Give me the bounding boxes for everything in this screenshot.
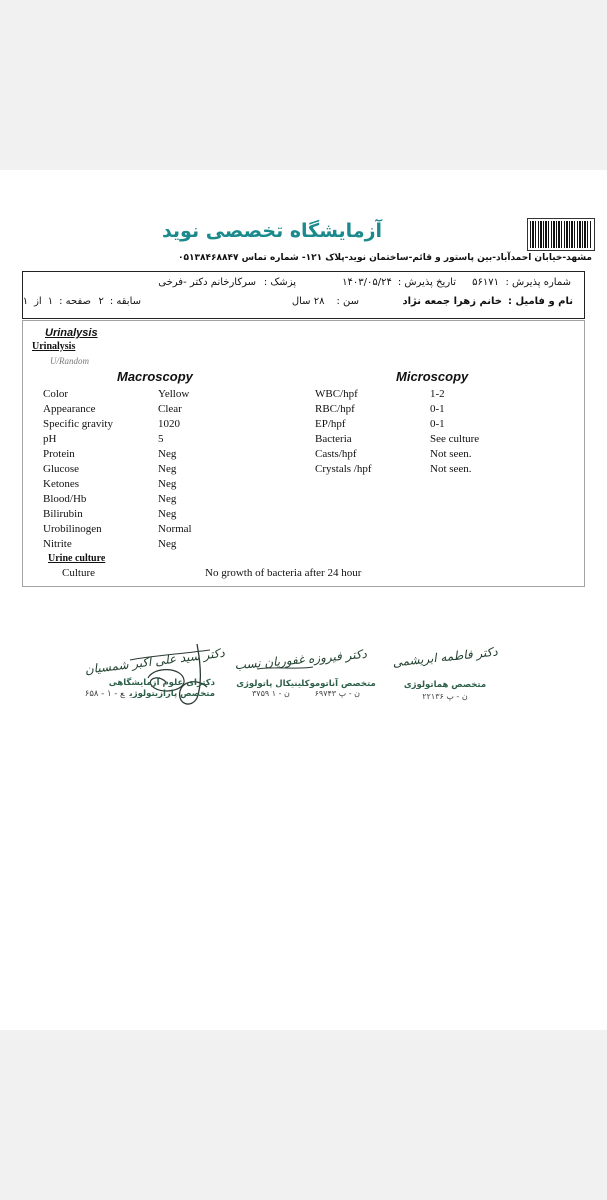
- test-name: Urinalysis: [32, 341, 76, 352]
- patient-info-box: [22, 271, 585, 319]
- micro-row-value: 1-2: [430, 388, 445, 400]
- signature-1-specialty-line: [60, 688, 215, 700]
- age-label: سن :: [336, 296, 359, 307]
- signature-1: دکتر سید علی اکبر شمسیان: [83, 645, 226, 677]
- macro-row-value: Neg: [158, 508, 177, 520]
- signature-2-licenses: [252, 688, 360, 700]
- admission-date-label: تاریخ پذیرش :: [397, 277, 456, 288]
- macro-row-label: Glucose: [43, 463, 80, 475]
- macroscopy-title: Macroscopy: [117, 369, 193, 384]
- macro-row-value: Normal: [158, 523, 192, 535]
- patient-name-value: خانم زهرا جمعه نژاد: [402, 296, 502, 307]
- specimen-type: U/Random: [50, 356, 89, 366]
- history-field: [98, 294, 141, 310]
- macro-row-value: Neg: [158, 448, 177, 460]
- signature-1-license: ع - ۱ - ۶۵۸: [84, 689, 125, 699]
- barcode-bars: [530, 221, 592, 248]
- lab-name: آزمایشگاه تخصصی نوید: [161, 220, 383, 242]
- micro-row-value: 0-1: [430, 418, 445, 430]
- micro-row-value: 0-1: [430, 403, 445, 415]
- doctor-label: پزشک :: [263, 277, 296, 288]
- macro-row-label: pH: [43, 433, 57, 445]
- macro-row-label: Color: [43, 388, 69, 400]
- macro-row-label: Ketones: [43, 478, 80, 490]
- macro-row-value: 1020: [158, 418, 180, 430]
- macro-row-label: Specific gravity: [43, 418, 113, 430]
- history-label: سابقه :: [109, 296, 141, 307]
- admission-date-value: ۱۴۰۳/۰۵/۲۴: [342, 277, 392, 288]
- signature-2: دکتر فیروزه غفوریان نسب: [234, 646, 368, 673]
- signature-2-license-2: ن - ۱ ۳۷۵۹: [252, 689, 290, 698]
- page-label: صفحه :: [59, 296, 91, 307]
- signature-3: دکتر فاطمه ابریشمی: [391, 644, 499, 670]
- age-field: [292, 294, 359, 310]
- macro-row-value: Neg: [158, 478, 177, 490]
- doctor-name: سرکارخانم دکتر -فرخی: [158, 277, 256, 288]
- micro-row-label: RBC/hpf: [315, 403, 355, 415]
- culture-result: No growth of bacteria after 24 hour: [205, 567, 362, 579]
- macro-row-label: Nitrite: [43, 538, 72, 550]
- micro-row-label: Bacteria: [315, 433, 352, 445]
- signature-1-specialty: متخصص پارازیتولوژی: [129, 689, 215, 699]
- micro-row-label: Crystals /hpf: [315, 463, 372, 475]
- micro-row-value: See culture: [430, 433, 480, 445]
- signature-2-license: ن - پ ۶۹۷۴۳: [314, 689, 360, 698]
- admission-number-label: شماره پذیرش :: [505, 277, 571, 288]
- page-of: از: [34, 296, 42, 307]
- macro-row-value: Clear: [158, 403, 182, 415]
- culture-title: Urine culture: [48, 553, 106, 564]
- macro-row-value: 5: [158, 433, 164, 445]
- lab-address: مشهد-خیابان احمدآباد-بین پاستور و قائم-ساختمان نوید-پلاک ۱۲۱- شماره تماس ۰۵۱۳۸۴۶۸۸۴۷: [178, 253, 592, 263]
- age-value: ۲۸ سال: [291, 296, 325, 307]
- macro-row-label: Blood/Hb: [43, 493, 87, 505]
- micro-row-value: Not seen.: [430, 463, 472, 475]
- report-page: [0, 170, 607, 1030]
- page-counter: [23, 294, 91, 310]
- patient-name-label: نام و فامیل :: [508, 296, 573, 307]
- signature-3-license: ن - پ ۲۲۱۳۶: [422, 692, 468, 701]
- admission-number-value: ۵۶۱۷۱: [472, 277, 499, 288]
- admission-date-field: [342, 275, 456, 291]
- signature-3-specialty: متخصص هماتولوژی: [403, 680, 487, 690]
- page-total: ۱: [22, 296, 29, 307]
- barcode-icon: [527, 218, 595, 251]
- micro-row-label: EP/hpf: [315, 418, 346, 430]
- patient-name-field: [403, 294, 574, 310]
- micro-row-label: Casts/hpf: [315, 448, 357, 460]
- macro-row-value: Neg: [158, 463, 177, 475]
- macro-row-label: Urobilinogen: [43, 523, 102, 535]
- micro-row-value: Not seen.: [430, 448, 472, 460]
- macro-row-label: Bilirubin: [43, 508, 83, 520]
- macro-row-label: Appearance: [43, 403, 96, 415]
- micro-row-label: WBC/hpf: [315, 388, 358, 400]
- macro-row-label: Protein: [43, 448, 75, 460]
- signature-2-specialty: متخصص آناتوموکلینیکال پاتولوژی: [236, 679, 376, 689]
- macro-row-value: Yellow: [158, 388, 190, 400]
- macro-row-value: Neg: [158, 493, 177, 505]
- page-current: ۱: [47, 296, 54, 307]
- history-value: ۲: [98, 296, 104, 307]
- macro-row-value: Neg: [158, 538, 177, 550]
- microscopy-title: Microscopy: [396, 369, 469, 384]
- culture-label: Culture: [62, 567, 95, 579]
- results-box: [22, 320, 585, 587]
- section-title: Urinalysis: [45, 327, 98, 339]
- signature-1-degree: دکترای علوم آزمایشگاهی: [108, 678, 215, 688]
